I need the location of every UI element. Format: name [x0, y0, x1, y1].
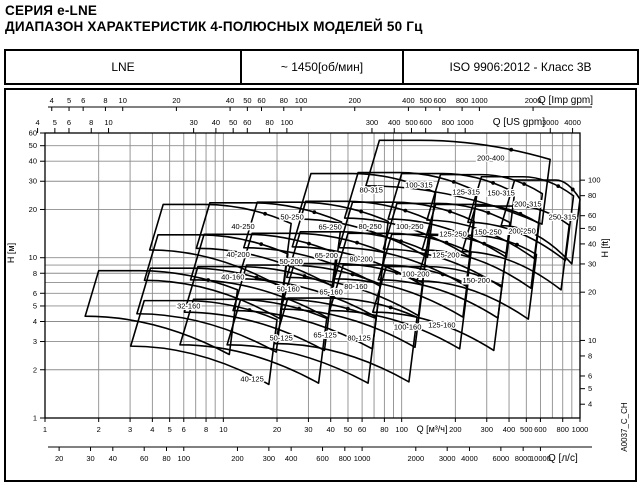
model-label-32-160: 32-160: [177, 301, 201, 311]
model-label-40-160: 40-160: [221, 272, 245, 282]
svg-text:4: 4: [150, 425, 155, 434]
svg-text:800: 800: [441, 118, 455, 127]
svg-text:500: 500: [405, 118, 418, 127]
model-label-125-250: 125-250: [439, 229, 467, 239]
svg-text:5: 5: [167, 425, 172, 434]
svg-text:20: 20: [272, 425, 282, 434]
curve-marker: [389, 306, 393, 310]
model-label-100-160: 100-160: [393, 322, 422, 332]
svg-text:40: 40: [225, 96, 235, 105]
model-label-200-315: 200-315: [514, 199, 542, 209]
curve-marker: [522, 182, 526, 186]
svg-text:10: 10: [118, 96, 127, 105]
curve-marker: [259, 242, 263, 246]
svg-text:8: 8: [89, 118, 94, 127]
svg-text:2000: 2000: [524, 96, 542, 105]
svg-text:20: 20: [54, 454, 64, 463]
model-label-150-200: 150-200: [462, 276, 491, 286]
model-label-65-160: 65-160: [319, 287, 343, 297]
model-label-50-250: 50-250: [280, 212, 304, 222]
model-label-50-160: 50-160: [276, 284, 300, 294]
svg-text:100: 100: [294, 96, 308, 105]
svg-text:800: 800: [455, 96, 469, 105]
curve-marker: [359, 210, 363, 214]
model-label-200-400: 200-400: [477, 153, 505, 163]
axis-ls: [48, 447, 592, 464]
svg-text:60: 60: [357, 425, 367, 434]
model-label-100-200: 100-200: [402, 269, 430, 279]
model-label-125-160: 125-160: [428, 320, 456, 330]
svg-text:2: 2: [32, 365, 37, 375]
svg-text:40: 40: [28, 156, 37, 166]
svg-text:4: 4: [32, 317, 37, 327]
svg-text:8: 8: [103, 96, 108, 105]
curve-marker: [571, 188, 575, 192]
svg-text:4000: 4000: [564, 118, 581, 127]
svg-text:30: 30: [588, 259, 597, 269]
axis-h-m: [6, 129, 45, 423]
svg-text:H [ft]: H [ft]: [600, 238, 610, 258]
svg-text:80: 80: [279, 96, 288, 105]
svg-text:6000: 6000: [492, 454, 510, 463]
svg-text:5: 5: [32, 301, 37, 311]
model-label-80-250: 80-250: [358, 221, 382, 231]
spec-cell-standard: ISO 9906:2012 - Класс 3В: [402, 51, 637, 83]
svg-text:50: 50: [243, 96, 252, 105]
model-label-125-200: 125-200: [432, 250, 460, 260]
svg-text:40: 40: [108, 454, 117, 463]
svg-text:5: 5: [588, 384, 593, 394]
svg-text:80: 80: [588, 191, 597, 201]
svg-text:400: 400: [502, 425, 516, 434]
svg-text:1000: 1000: [571, 425, 589, 434]
model-label-65-200: 65-200: [314, 251, 338, 261]
svg-text:40: 40: [326, 425, 335, 434]
svg-text:400: 400: [402, 96, 415, 105]
svg-text:80: 80: [265, 118, 274, 127]
svg-text:Q [Imp gpm]: Q [Imp gpm]: [538, 95, 594, 106]
model-labels: [177, 154, 576, 384]
svg-text:80: 80: [380, 425, 389, 434]
curve-marker: [556, 184, 560, 188]
model-label-65-250: 65-250: [318, 222, 342, 232]
svg-text:60: 60: [588, 211, 597, 221]
axis-h-ft: [580, 176, 610, 409]
svg-text:5: 5: [52, 118, 57, 127]
svg-text:600: 600: [534, 425, 547, 434]
svg-text:600: 600: [419, 118, 432, 127]
svg-text:1000: 1000: [353, 454, 371, 463]
svg-text:50: 50: [229, 118, 238, 127]
svg-text:60: 60: [140, 454, 149, 463]
svg-text:40: 40: [588, 239, 597, 249]
model-label-40-200: 40-200: [226, 249, 250, 259]
svg-text:1: 1: [32, 413, 37, 423]
svg-text:3: 3: [128, 425, 133, 434]
svg-text:300: 300: [480, 425, 494, 434]
svg-text:20: 20: [172, 96, 181, 105]
curve-marker: [509, 148, 513, 152]
svg-text:600: 600: [316, 454, 329, 463]
svg-text:50: 50: [28, 141, 37, 151]
model-label-40-125: 40-125: [240, 374, 264, 384]
curve-marker: [355, 241, 359, 245]
svg-text:30: 30: [28, 176, 37, 186]
curve-marker: [452, 180, 456, 184]
svg-text:30: 30: [86, 454, 95, 463]
svg-text:4000: 4000: [461, 454, 478, 463]
svg-text:10000: 10000: [530, 454, 551, 463]
svg-text:1000: 1000: [471, 96, 488, 105]
svg-text:3000: 3000: [541, 118, 559, 127]
svg-text:40: 40: [211, 118, 221, 127]
model-label-40-250: 40-250: [231, 221, 255, 231]
title-line-1: СЕРИЯ e-LNE: [5, 3, 98, 18]
curve-marker: [491, 181, 495, 185]
svg-text:6: 6: [181, 425, 186, 434]
svg-text:200: 200: [231, 454, 244, 463]
svg-text:4: 4: [49, 96, 54, 105]
spec-cell-series: LNE: [111, 60, 135, 74]
svg-text:10: 10: [588, 335, 597, 345]
svg-text:50: 50: [588, 223, 597, 233]
svg-text:6: 6: [32, 288, 37, 298]
svg-text:2: 2: [96, 425, 101, 434]
svg-text:3000: 3000: [438, 454, 456, 463]
svg-text:500: 500: [419, 96, 432, 105]
svg-text:6: 6: [66, 118, 72, 127]
svg-text:300: 300: [365, 118, 379, 127]
svg-text:80: 80: [162, 454, 171, 463]
svg-text:Q [л/с]: Q [л/с]: [548, 453, 578, 464]
svg-text:500: 500: [520, 425, 533, 434]
svg-text:5: 5: [66, 96, 72, 105]
svg-text:6: 6: [588, 371, 593, 381]
axis-imp-gpm: [48, 95, 593, 111]
model-label-50-200: 50-200: [279, 256, 303, 266]
svg-text:60: 60: [243, 118, 252, 127]
svg-text:H [м]: H [м]: [6, 242, 16, 264]
model-label-100-250: 100-250: [395, 221, 424, 231]
svg-text:6: 6: [81, 96, 86, 105]
model-label-150-315: 150-315: [487, 188, 515, 198]
title-line-2: ДИАПАЗОН ХАРАКТЕРИСТИК 4-ПОЛЮСНЫХ МОДЕЛЕЙ 50 Гц: [5, 19, 423, 34]
svg-text:800: 800: [556, 425, 569, 434]
svg-text:30: 30: [189, 118, 198, 127]
model-label-80-160: 80-160: [344, 282, 368, 292]
svg-text:4: 4: [35, 118, 40, 127]
svg-text:8: 8: [588, 351, 593, 361]
spec-cell-speed: ~ 1450[об/мин]: [240, 51, 402, 83]
svg-text:100: 100: [395, 425, 408, 434]
svg-text:800: 800: [338, 454, 352, 463]
svg-text:30: 30: [304, 425, 313, 434]
svg-text:8: 8: [32, 268, 37, 278]
curve-marker: [263, 212, 267, 216]
svg-text:200: 200: [449, 425, 462, 434]
svg-text:200: 200: [348, 96, 361, 105]
svg-text:10: 10: [104, 118, 113, 127]
curve-marker: [307, 242, 311, 246]
svg-text:10: 10: [219, 425, 228, 434]
svg-text:60: 60: [257, 96, 266, 105]
model-label-80-125: 80-125: [347, 333, 371, 343]
curve-marker: [403, 209, 407, 213]
svg-text:Q [м³/ч]: Q [м³/ч]: [416, 424, 448, 434]
drawing-code: A0037_C_CH: [620, 402, 629, 452]
svg-text:8: 8: [203, 425, 209, 434]
pump-envelopes: [85, 140, 580, 384]
svg-text:100: 100: [177, 454, 191, 463]
svg-text:Q [US gpm]: Q [US gpm]: [492, 117, 546, 128]
svg-text:60: 60: [28, 128, 37, 138]
model-label-200-250: 200-250: [508, 226, 536, 236]
curve-marker: [448, 210, 452, 214]
model-label-150-250: 150-250: [474, 227, 502, 237]
axis-m3h: [43, 418, 588, 434]
svg-text:1: 1: [42, 425, 48, 434]
svg-text:4: 4: [588, 399, 593, 409]
svg-text:8000: 8000: [514, 454, 532, 463]
svg-text:20: 20: [28, 204, 37, 214]
model-label-80-315: 80-315: [359, 185, 383, 195]
curve-marker: [486, 211, 490, 215]
model-label-65-125: 65-125: [313, 330, 337, 340]
model-label-80-200: 80-200: [349, 254, 373, 264]
model-label-50-125: 50-125: [269, 333, 293, 343]
svg-text:1000: 1000: [456, 118, 474, 127]
svg-text:2000: 2000: [407, 454, 425, 463]
model-label-250-315: 250-315: [548, 212, 577, 222]
curve-marker: [346, 307, 350, 311]
svg-text:100: 100: [280, 118, 294, 127]
svg-text:600: 600: [433, 96, 447, 105]
svg-text:400: 400: [387, 118, 401, 127]
curve-marker: [312, 210, 316, 214]
svg-text:3: 3: [32, 337, 37, 347]
svg-text:100: 100: [588, 175, 601, 185]
svg-text:300: 300: [262, 454, 276, 463]
svg-text:10: 10: [28, 253, 37, 263]
svg-text:400: 400: [284, 454, 298, 463]
svg-text:20: 20: [588, 287, 597, 297]
axis-us-gpm: [35, 117, 580, 133]
model-label-125-315: 125-315: [452, 187, 480, 197]
svg-text:50: 50: [343, 425, 353, 434]
model-label-100-315: 100-315: [405, 180, 433, 190]
